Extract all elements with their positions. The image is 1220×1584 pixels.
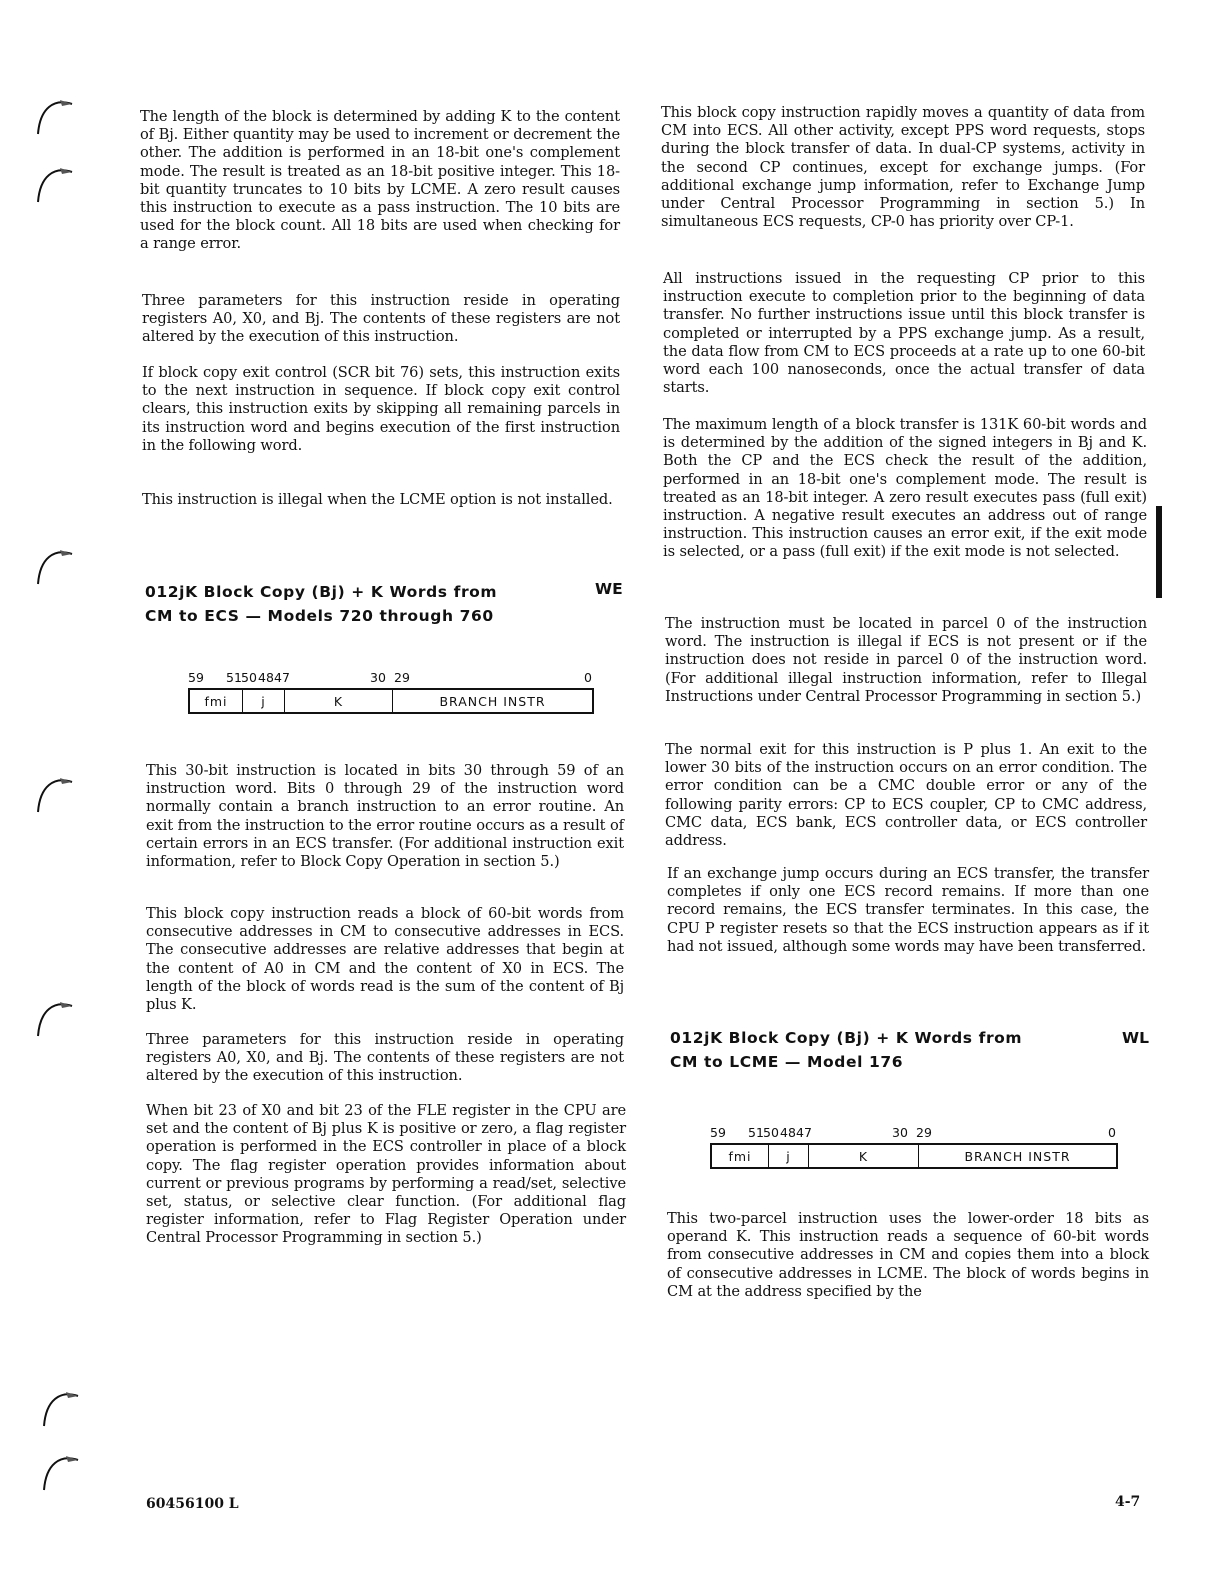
binder-hole-mark-icon: [34, 162, 74, 222]
left-paragraph-8: When bit 23 of X0 and bit 23 of the FLE register in the CPU are set and the content of Bj plus K is positive or zero, a flag register operation is performed in the ECS controller in place of a block copy. The flag register operation provides information about current or previous programs by performing a read/set, selective set, status, or selective clear function. (For additional flag register information, refer to Flag Register Operation under Central Processor Programming in section 5.): [146, 1102, 626, 1247]
left-paragraph-3: If block copy exit control (SCR bit 76) sets, this instruction exits to the next instruction in sequence. If block copy exit control clears, this instruction exits by skipping all remaining parcels in its instruction word and begins execution of the first instruction in the following word.: [142, 364, 620, 454]
right-paragraph-2: All instructions issued in the requesting CP prior to this instruction execute to completion prior to the beginning of data transfer. No further instructions issue until this block transfer is completed or interrupted by a PPS exchange jump. As a result, the data flow from CM to ECS proceeds at a rate up to one 60-bit word each 100 nanoseconds, once the actual transfer of data starts.: [663, 270, 1145, 397]
field-branch-instr: BRANCH INSTR: [392, 690, 592, 712]
left-paragraph-7: Three parameters for this instruction reside in operating registers A0, X0, and Bj. The contents of these registers are not altered by the execution of this instruction.: [146, 1031, 624, 1085]
binder-hole-mark-icon: [34, 996, 74, 1056]
bit-label: 59: [188, 670, 204, 685]
binder-hole-mark-icon: [40, 1386, 80, 1446]
heading-line-1: 012jK Block Copy (Bj) + K Words from: [145, 583, 498, 601]
bit-label: 0: [584, 670, 592, 685]
bit-label: 30: [892, 1125, 908, 1140]
bit-label: 59: [710, 1125, 726, 1140]
bit-label: 47: [796, 1125, 812, 1140]
field-fmi: fmi: [728, 1148, 752, 1164]
field-k: K: [284, 690, 392, 712]
left-paragraph-1: The length of the block is determined by adding K to the content of Bj. Either quantity may be used to increment or decrement the other. The addition is performed in an 18-bit one's complement mode. The result is treated as an 18-bit positive integer. This 18-bit quantity truncates to 10 bits by LCME. A zero result causes this instruction to execute as a pass instruction. The 10 bits are used for the block count. All 18 bits are used when checking for a range error.: [140, 108, 620, 253]
binder-hole-mark-icon: [34, 94, 74, 154]
instruction-word-box: [188, 688, 594, 714]
left-paragraph-6: This block copy instruction reads a block of 60-bit words from consecutive addresses in CM to consecutive addresses in ECS. The consecutive addresses are relative addresses that begin at the content of A0 in CM and the content of X0 in ECS. The length of the block of words read is the sum of the content of Bj plus K.: [146, 905, 624, 1014]
instruction-format-diagram-wl: [710, 1125, 1120, 1175]
right-paragraph-3: The maximum length of a block transfer is 131K 60-bit words and is determined by the addition of the signed integers in Bj and K. Both the CP and the ECS check the result of the addition, performed in an 18-bit one's complement mode. The result is treated as an 18-bit integer. A zero result executes pass (full exit) instruction. A negative result executes an address out of range instruction. This instruction causes an error exit, if the exit mode is selected, or a pass (full exit) if the exit mode is not selected.: [663, 416, 1147, 561]
change-bar: [1156, 506, 1162, 598]
instruction-tag: WE: [595, 580, 623, 598]
bit-label: 48: [780, 1125, 796, 1140]
bit-label: 29: [394, 670, 410, 685]
instruction-word-box: [710, 1143, 1118, 1169]
field-branch-instr: BRANCH INSTR: [918, 1145, 1116, 1167]
field-j: j: [768, 1145, 808, 1167]
heading-line-2: CM to LCME — Model 176: [670, 1053, 904, 1071]
right-paragraph-1: This block copy instruction rapidly moves a quantity of data from CM into ECS. All other activity, except PPS word requests, stops during the block transfer of data. In dual-CP systems, activity in the second CP continues, except for exchange jumps. (For additional exchange jump information, refer to Exchange Jump under Central Processor Programming in section 5.) In simultaneous ECS requests, CP-0 has priority over CP-1.: [661, 104, 1145, 231]
binder-hole-mark-icon: [34, 544, 74, 604]
bit-label: 50: [763, 1125, 779, 1140]
left-paragraph-5: This 30-bit instruction is located in bits 30 through 59 of an instruction word. Bits 0 through 29 of the instruction word normally contain a branch instruction to an error routine. An exit from the instruction to the error routine occurs as a result of certain errors in an ECS transfer. (For additional instruction exit information, refer to Block Copy Operation in section 5.): [146, 762, 624, 871]
field-k: K: [808, 1145, 918, 1167]
right-paragraph-6: If an exchange jump occurs during an ECS transfer, the transfer completes if only one ECS record remains. If more than one record remains, the ECS transfer terminates. In this case, the CPU P register resets so that the ECS instruction appears as if it had not issued, although some words may have been transferred.: [667, 865, 1149, 955]
binder-hole-mark-icon: [34, 772, 74, 832]
left-paragraph-4: This instruction is illegal when the LCME option is not installed.: [142, 491, 613, 508]
left-paragraph-2: Three parameters for this instruction reside in operating registers A0, X0, and Bj. The contents of these registers are not altered by the execution of this instruction.: [142, 292, 620, 346]
heading-line-2: CM to ECS — Models 720 through 760: [145, 607, 494, 625]
bit-label: 0: [1108, 1125, 1116, 1140]
page-number: 4-7: [1115, 1494, 1141, 1510]
binder-hole-mark-icon: [40, 1450, 80, 1510]
bit-label: 51: [226, 670, 242, 685]
right-paragraph-4: The instruction must be located in parcel 0 of the instruction word. The instruction is illegal if ECS is not present or if the instruction does not reside in parcel 0 of the instruction word. (For additional illegal instruction information, refer to Illegal Instructions under Central Processor Programming in section 5.): [665, 615, 1147, 705]
bit-label: 50: [241, 670, 257, 685]
bit-label: 30: [370, 670, 386, 685]
document-number: 60456100 L: [146, 1496, 239, 1512]
bit-label: 48: [258, 670, 274, 685]
bit-label: 29: [916, 1125, 932, 1140]
instruction-format-diagram-we: [188, 670, 598, 720]
right-paragraph-7: This two-parcel instruction uses the lower-order 18 bits as operand K. This instruction reads a sequence of 60-bit words from consecutive addresses in CM and copies them into a block of consecutive addresses in LCME. The block of words begins in CM at the address specified by the: [667, 1210, 1149, 1300]
heading-line-1: 012jK Block Copy (Bj) + K Words from: [670, 1029, 1023, 1047]
field-j: j: [242, 690, 284, 712]
bit-label: 47: [274, 670, 290, 685]
field-fmi: fmi: [204, 693, 228, 709]
instruction-tag: WL: [1122, 1029, 1149, 1047]
right-paragraph-5: The normal exit for this instruction is P plus 1. An exit to the lower 30 bits of the instruction occurs on an error condition. The error condition can be a CMC double error or any of the following parity errors: CP to ECS coupler, CP to CMC address, CMC data, ECS bank, ECS controller data, or ECS controller address.: [665, 741, 1147, 850]
bit-label: 51: [748, 1125, 764, 1140]
